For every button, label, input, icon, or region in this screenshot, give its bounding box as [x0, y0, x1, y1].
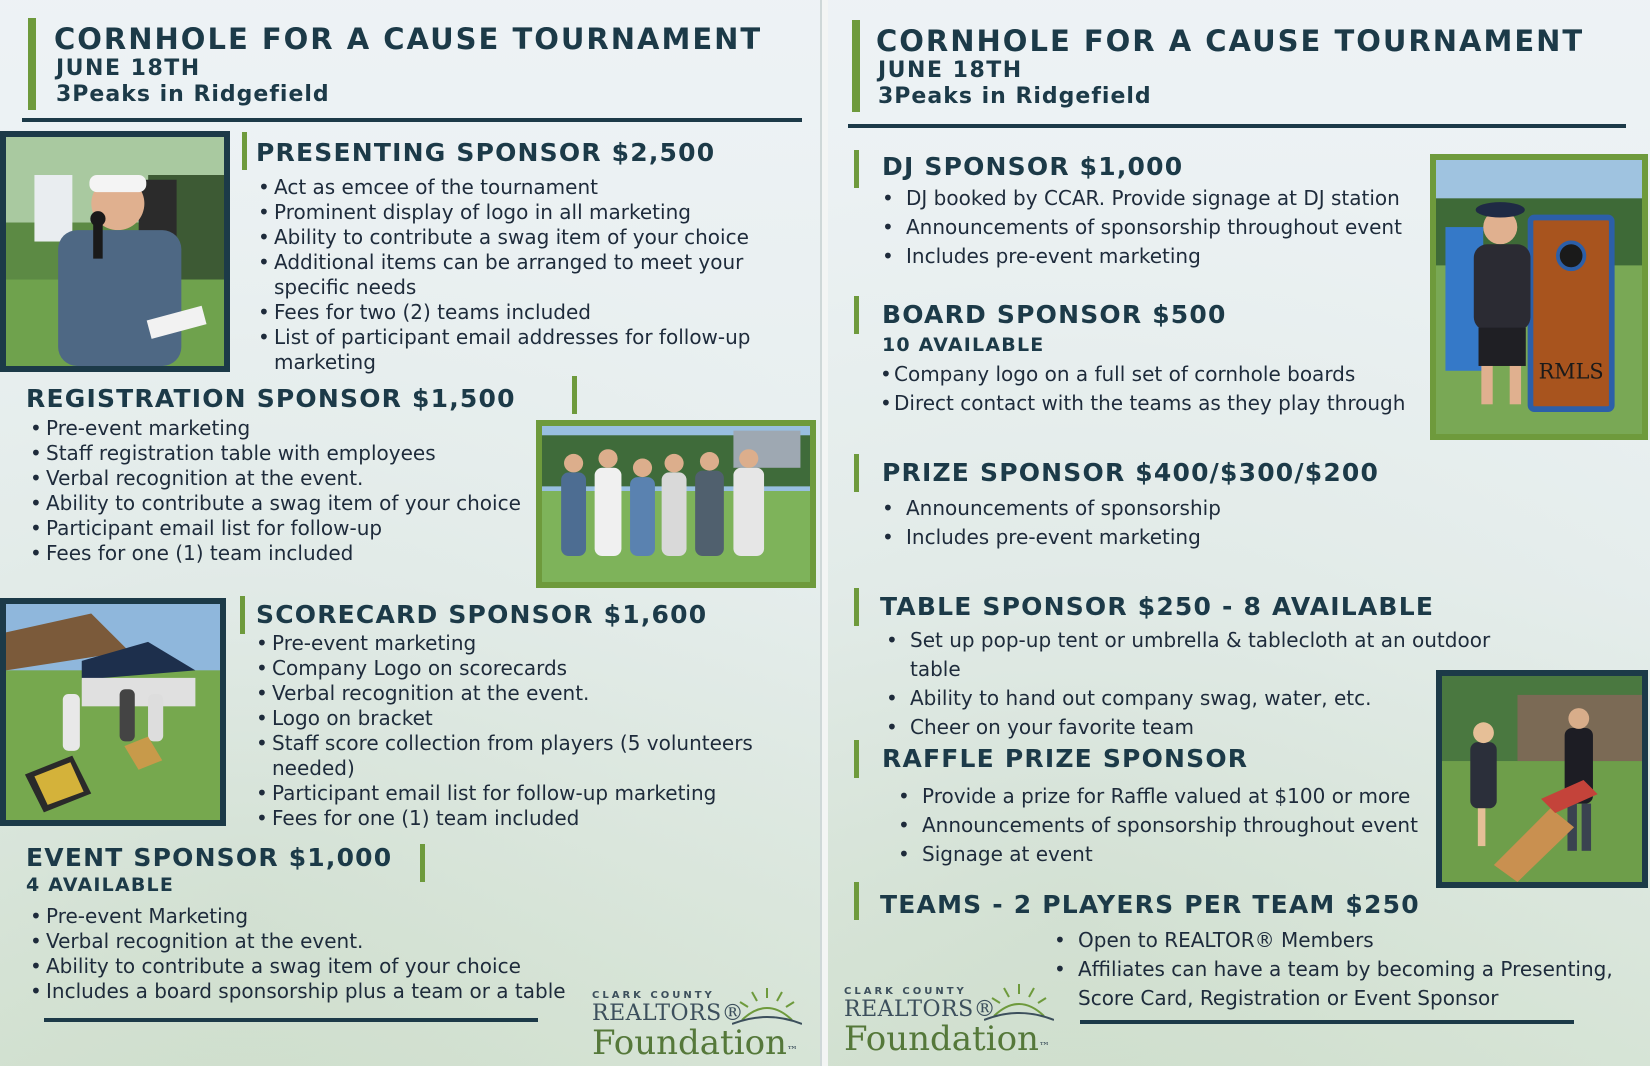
header-venue: 3Peaks in Ridgefield: [56, 82, 330, 107]
scorecard-item: • Staff score collection from players (5 volunteers needed): [256, 731, 776, 781]
teams-accent-bar: [854, 882, 859, 920]
presenting-item: • Fees for two (2) teams included: [258, 300, 778, 325]
logo-line-foundation: Foundation: [592, 1023, 787, 1063]
table-accent-bar: [854, 588, 859, 626]
board-brand-label: RMLS: [1538, 359, 1604, 384]
logo-line-realtors: REALTORS®: [592, 1001, 745, 1026]
registration-item: • Pre-event marketing: [30, 416, 540, 441]
scorecard-item: • Company Logo on scorecards: [256, 656, 776, 681]
header-accent-bar: [852, 20, 860, 112]
header-title: CORNHOLE FOR A CAUSE TOURNAMENT: [54, 22, 763, 56]
logo-trademark: ™: [1038, 1040, 1050, 1053]
photo-board-player: [1430, 154, 1648, 440]
scorecard-accent-bar: [240, 596, 245, 634]
scorecard-item: • Participant email list for follow-up marketing: [256, 781, 776, 806]
scorecard-list: [256, 631, 776, 831]
photo-cornhole-toss: [1436, 670, 1648, 888]
event-title: EVENT SPONSOR $1,000: [26, 843, 393, 872]
header-divider: [848, 124, 1626, 128]
prize-accent-bar: [854, 454, 859, 492]
presenting-item: • List of participant email addresses for follow-up marketing: [258, 325, 778, 375]
event-item: • Verbal recognition at the event.: [30, 929, 590, 954]
sun-icon: [984, 982, 1054, 1024]
scorecard-item: • Pre-event marketing: [256, 631, 776, 656]
photo-emcee: [0, 131, 230, 372]
board-list: [880, 360, 1420, 418]
dj-item: • Announcements of sponsorship throughout event: [882, 213, 1422, 242]
raffle-item: • Signage at event: [898, 840, 1458, 869]
scorecard-title: SCORECARD SPONSOR $1,600: [256, 600, 708, 629]
scorecard-item: • Verbal recognition at the event.: [256, 681, 776, 706]
prize-title: PRIZE SPONSOR $400/$300/$200: [882, 458, 1380, 487]
table-item: • Set up pop-up tent or umbrella & tablecloth at an outdoor table: [886, 626, 1526, 684]
registration-accent-bar: [572, 376, 577, 414]
teams-title: TEAMS - 2 PLAYERS PER TEAM $250: [880, 890, 1420, 919]
event-item: • Ability to contribute a swag item of your choice: [30, 954, 590, 979]
table-list: [886, 626, 1526, 742]
scorecard-item: • Fees for one (1) team included: [256, 806, 776, 831]
raffle-list: [898, 782, 1458, 869]
header-title: CORNHOLE FOR A CAUSE TOURNAMENT: [876, 24, 1585, 58]
header-accent-bar: [28, 18, 36, 110]
sun-icon: [732, 986, 802, 1028]
raffle-item: • Announcements of sponsorship throughout event: [898, 811, 1458, 840]
event-item: • Includes a board sponsorship plus a team or a table: [30, 979, 590, 1004]
dj-accent-bar: [854, 150, 859, 188]
table-item: • Cheer on your favorite team: [886, 713, 1526, 742]
footer-divider: [1080, 1020, 1574, 1024]
board-accent-bar: [854, 296, 859, 334]
board-title: BOARD SPONSOR $500: [882, 300, 1227, 329]
photo-cornhole-tents: [0, 598, 226, 826]
header-date: JUNE 18TH: [878, 58, 1023, 83]
table-title: TABLE SPONSOR $250 - 8 AVAILABLE: [880, 592, 1435, 621]
registration-item: • Verbal recognition at the event.: [30, 466, 540, 491]
left-flyer-panel: [0, 0, 822, 1066]
raffle-item: • Provide a prize for Raffle valued at $100 or more: [898, 782, 1458, 811]
header-divider: [22, 118, 802, 122]
logo-trademark: ™: [786, 1044, 798, 1057]
dj-item: • Includes pre-event marketing: [882, 242, 1422, 271]
registration-item: • Staff registration table with employees: [30, 441, 540, 466]
scorecard-item: • Logo on bracket: [256, 706, 776, 731]
dj-title: DJ SPONSOR $1,000: [882, 152, 1184, 181]
right-flyer-panel: [828, 0, 1650, 1066]
teams-list: [1054, 926, 1644, 1013]
realtors-foundation-logo: [592, 990, 812, 1063]
presenting-item: • Additional items can be arranged to meet your specific needs: [258, 250, 778, 300]
registration-item: • Fees for one (1) team included: [30, 541, 540, 566]
presenting-list: [258, 175, 778, 375]
board-item: • Direct contact with the teams as they play through: [880, 389, 1420, 418]
table-item: • Ability to hand out company swag, water, etc.: [886, 684, 1526, 713]
board-item: • Company logo on a full set of cornhole boards: [880, 360, 1420, 389]
presenting-item: • Prominent display of logo in all marketing: [258, 200, 778, 225]
logo-line-realtors: REALTORS®: [844, 997, 997, 1022]
prize-list: [882, 494, 1422, 552]
event-list: [30, 904, 590, 1004]
event-item: • Pre-event Marketing: [30, 904, 590, 929]
registration-list: [30, 416, 540, 566]
logo-line-county: CLARK COUNTY: [592, 990, 715, 1001]
board-availability: 10 AVAILABLE: [882, 334, 1045, 356]
event-accent-bar: [420, 844, 425, 882]
teams-item: • Open to REALTOR® Members: [1054, 926, 1644, 955]
registration-title: REGISTRATION SPONSOR $1,500: [26, 384, 516, 413]
header-date: JUNE 18TH: [56, 56, 201, 81]
logo-line-county: CLARK COUNTY: [844, 986, 967, 997]
presenting-item: • Act as emcee of the tournament: [258, 175, 778, 200]
photo-group: [536, 420, 816, 588]
realtors-foundation-logo: [844, 986, 1064, 1059]
registration-item: • Participant email list for follow-up: [30, 516, 540, 541]
prize-item: • Includes pre-event marketing: [882, 523, 1422, 552]
footer-divider: [44, 1018, 538, 1022]
dj-list: [882, 184, 1422, 271]
registration-item: • Ability to contribute a swag item of your choice: [30, 491, 540, 516]
prize-item: • Announcements of sponsorship: [882, 494, 1422, 523]
event-availability: 4 AVAILABLE: [26, 874, 175, 896]
header-venue: 3Peaks in Ridgefield: [878, 84, 1152, 109]
presenting-title: PRESENTING SPONSOR $2,500: [256, 138, 716, 167]
presenting-accent-bar: [242, 132, 247, 170]
raffle-accent-bar: [854, 740, 859, 778]
teams-item: • Affiliates can have a team by becoming a Presenting, Score Card, Registration or Event Sponsor: [1054, 955, 1644, 1013]
dj-item: • DJ booked by CCAR. Provide signage at DJ station: [882, 184, 1422, 213]
presenting-item: • Ability to contribute a swag item of your choice: [258, 225, 778, 250]
raffle-title: RAFFLE PRIZE SPONSOR: [882, 744, 1249, 773]
logo-line-foundation: Foundation: [844, 1019, 1039, 1059]
